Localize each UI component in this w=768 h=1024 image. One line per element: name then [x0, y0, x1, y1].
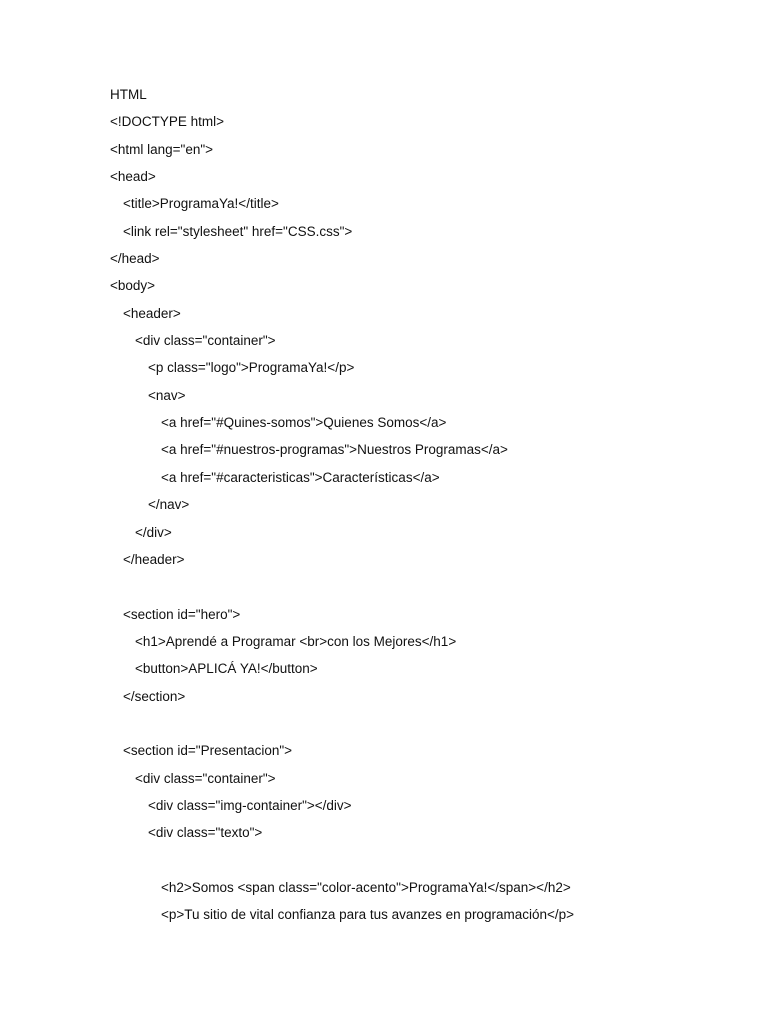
doc-line: </section> — [123, 688, 186, 704]
doc-line: <!DOCTYPE html> — [110, 114, 225, 130]
doc-line: <html lang="en"> — [110, 141, 214, 157]
doc-line: <p class="logo">ProgramaYa!</p> — [148, 360, 355, 376]
doc-line: <div class="container"> — [135, 770, 276, 786]
doc-line: <nav> — [148, 387, 186, 403]
doc-line: <div class="texto"> — [148, 825, 263, 841]
doc-line: <a href="#nuestros-programas">Nuestros Programas</a> — [161, 442, 508, 458]
doc-line: </header> — [123, 551, 185, 567]
doc-line: <h1>Aprendé a Programar <br>con los Mejores</h1> — [135, 633, 457, 649]
doc-line: <link rel="stylesheet" href="CSS.css"> — [123, 223, 353, 239]
doc-line: </head> — [110, 251, 160, 267]
doc-blank-line — [110, 714, 728, 741]
doc-line-heading: HTML — [110, 87, 147, 102]
doc-line: <button>APLICÁ YA!</button> — [135, 661, 318, 677]
doc-line: <div class="img-container"></div> — [148, 797, 352, 813]
doc-line: </div> — [135, 524, 172, 540]
code-listing — [110, 85, 728, 933]
doc-line: <section id="Presentacion"> — [123, 743, 293, 759]
doc-line: <h2>Somos <span class="color-acento">ProgramaYa!</span></h2> — [161, 879, 571, 895]
doc-blank-line — [110, 577, 728, 604]
doc-line: </nav> — [148, 497, 190, 513]
doc-line: <a href="#Quines-somos">Quienes Somos</a> — [161, 415, 447, 431]
doc-line: <a href="#caracteristicas">Características</a> — [161, 469, 440, 485]
doc-line: <p>Tu sitio de vital confianza para tus avanzes en programación</p> — [161, 907, 575, 923]
doc-line: <head> — [110, 169, 156, 185]
doc-line: <body> — [110, 278, 156, 294]
doc-line: <title>ProgramaYa!</title> — [123, 196, 279, 212]
doc-line: <div class="container"> — [135, 333, 276, 349]
doc-line: <header> — [123, 305, 181, 321]
doc-blank-line — [110, 851, 728, 878]
doc-line: <section id="hero"> — [123, 606, 241, 622]
